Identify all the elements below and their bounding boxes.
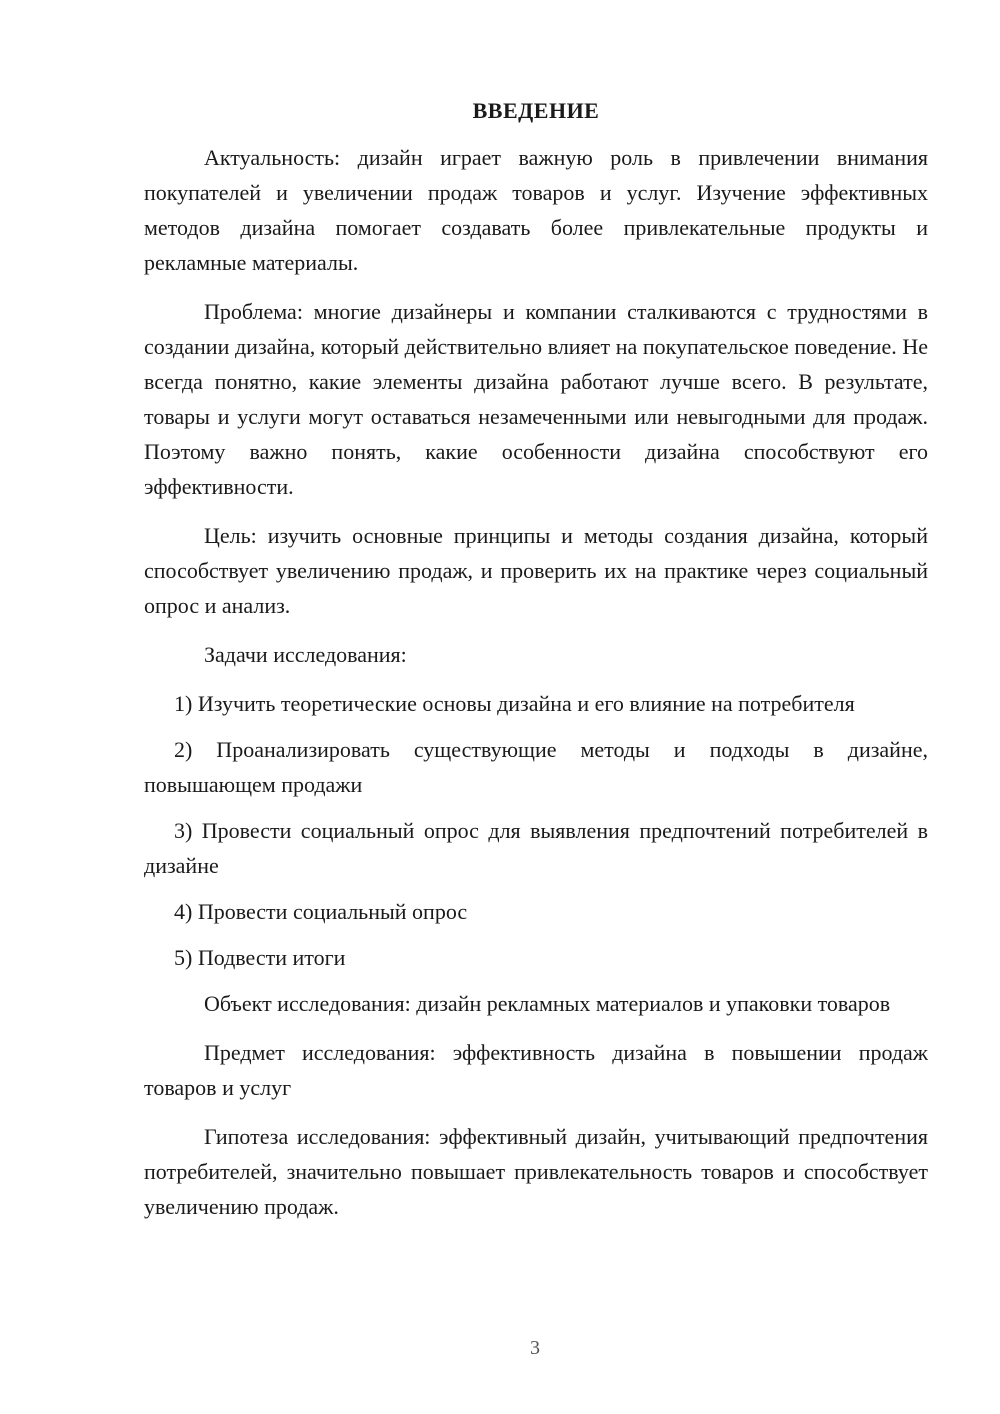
page-number: 3 <box>530 1337 540 1359</box>
problem-paragraph: Проблема: многие дизайнеры и компании сталкиваются с трудностями в создании дизайна, который действительно влияет на покупательское поведение. Не всегда понятно, какие элементы дизайна работают лучше всего. В результате, товары и услуги могут оставаться незамеченными или невыгодными для продаж. Поэтому важно понять, какие особенности дизайна способствуют его эффективности. <box>144 299 928 499</box>
page-content <box>144 96 928 1238</box>
list-item: 4) Провести социальный опрос <box>174 899 468 924</box>
goal-paragraph: Цель: изучить основные принципы и методы создания дизайна, который способствует увеличению продаж, и проверить их на практике через социальный опрос и анализ. <box>144 523 928 618</box>
section-heading: ВВЕДЕНИЕ <box>472 98 600 123</box>
hypothesis-paragraph: Гипотеза исследования: эффективный дизайн, учитывающий предпочтения потребителей, значительно повышает привлекательность товаров и способствует увеличению продаж. <box>144 1124 928 1219</box>
object-paragraph: Объект исследования: дизайн рекламных материалов и упаковки товаров <box>204 991 891 1016</box>
list-item: 2) Проанализировать существующие методы и подходы в дизайне, повышающем продажи <box>144 737 928 797</box>
relevance-paragraph: Актуальность: дизайн играет важную роль в привлечении внимания покупателей и увеличении продаж товаров и услуг. Изучение эффективных методов дизайна помогает создавать более привлекательные продукты и рекламные материалы. <box>144 145 928 275</box>
tasks-intro: Задачи исследования: <box>204 642 407 667</box>
list-item: 1) Изучить теоретические основы дизайна и его влияние на потребителя <box>174 691 855 716</box>
subject-paragraph: Предмет исследования: эффективность дизайна в повышении продаж товаров и услуг <box>144 1040 928 1100</box>
tasks-list <box>144 686 928 975</box>
list-item: 5) Подвести итоги <box>174 945 346 970</box>
list-item: 3) Провести социальный опрос для выявления предпочтений потребителей в дизайне <box>144 818 928 878</box>
